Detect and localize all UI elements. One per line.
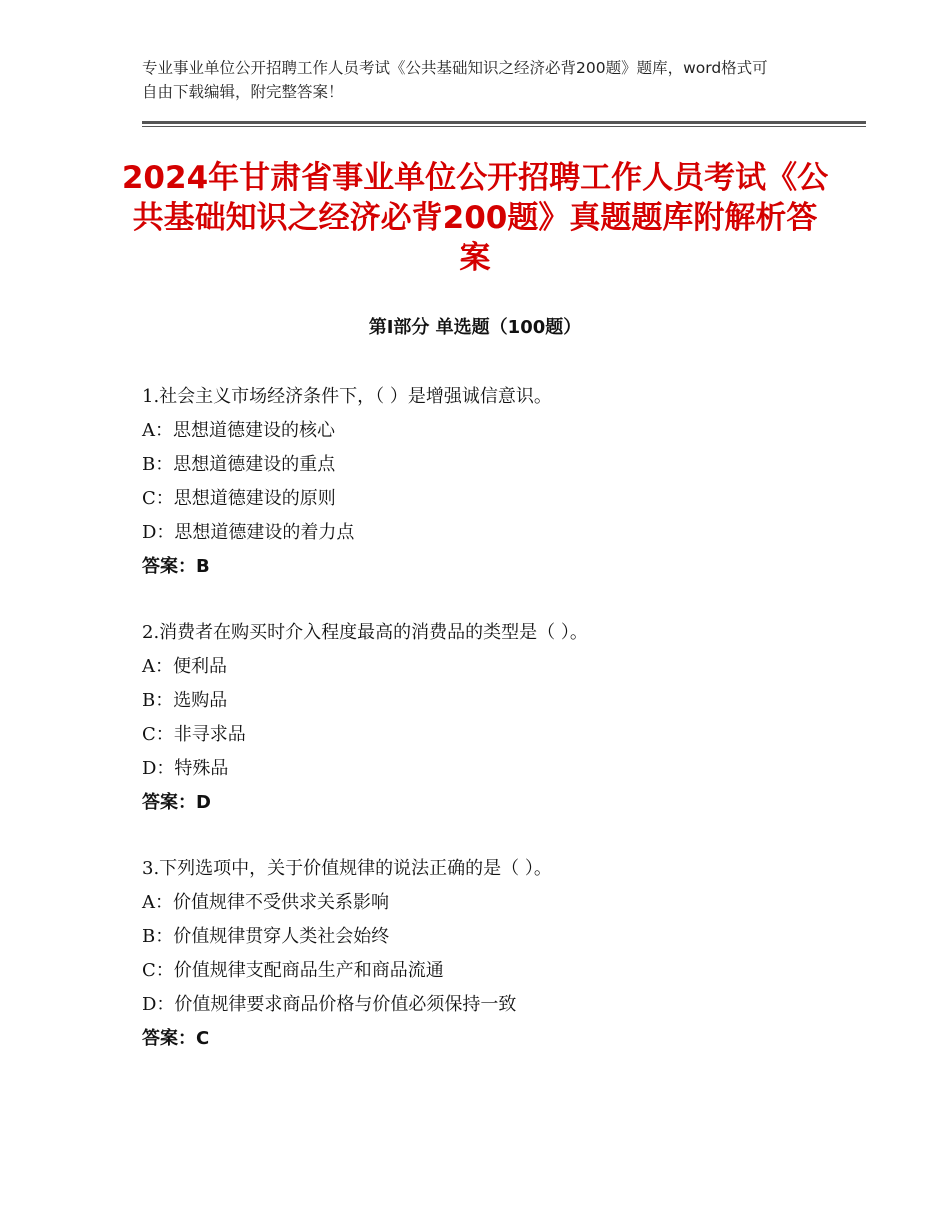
document-title: 2024年甘肃省事业单位公开招聘工作人员考试《公共基础知识之经济必背200题》真题题库附解析答案 xyxy=(121,160,829,276)
option-a: A：价值规律不受供求关系影响 xyxy=(142,892,389,913)
question-stem: 2.消费者在购买时介入程度最高的消费品的类型是（ ）。 xyxy=(142,622,588,643)
question-stem: 3.下列选项中，关于价值规律的说法正确的是（ ）。 xyxy=(142,858,552,879)
option-d: D：特殊品 xyxy=(142,758,229,779)
question-3 xyxy=(142,852,842,1056)
question-2 xyxy=(142,616,842,820)
header-note: 专业事业单位公开招聘工作人员考试《公共基础知识之经济必背200题》题库，word格式可自由下载编辑，附完整答案！ xyxy=(142,59,768,101)
option-b: B：选购品 xyxy=(142,690,228,711)
option-d: D：思想道德建设的着力点 xyxy=(142,522,355,543)
question-stem: 1.社会主义市场经济条件下，（ ）是增强诚信意识。 xyxy=(142,386,552,407)
question-list xyxy=(142,380,842,1088)
option-b: B：价值规律贯穿人类社会始终 xyxy=(142,926,390,947)
section-title: 第Ⅰ部分 单选题（100题） xyxy=(368,317,582,338)
option-b: B：思想道德建设的重点 xyxy=(142,454,336,475)
option-d: D：价值规律要求商品价格与价值必须保持一致 xyxy=(142,994,517,1015)
answer: 答案：B xyxy=(142,556,210,577)
option-c: C：思想道德建设的原则 xyxy=(142,488,336,509)
header-divider-thin xyxy=(142,126,866,127)
answer: 答案：D xyxy=(142,792,211,813)
header-divider-thick xyxy=(142,121,866,124)
option-a: A：便利品 xyxy=(142,656,227,677)
option-c: C：非寻求品 xyxy=(142,724,246,745)
answer: 答案：C xyxy=(142,1028,210,1049)
option-c: C：价值规律支配商品生产和商品流通 xyxy=(142,960,444,981)
question-1 xyxy=(142,380,842,584)
option-a: A：思想道德建设的核心 xyxy=(142,420,335,441)
